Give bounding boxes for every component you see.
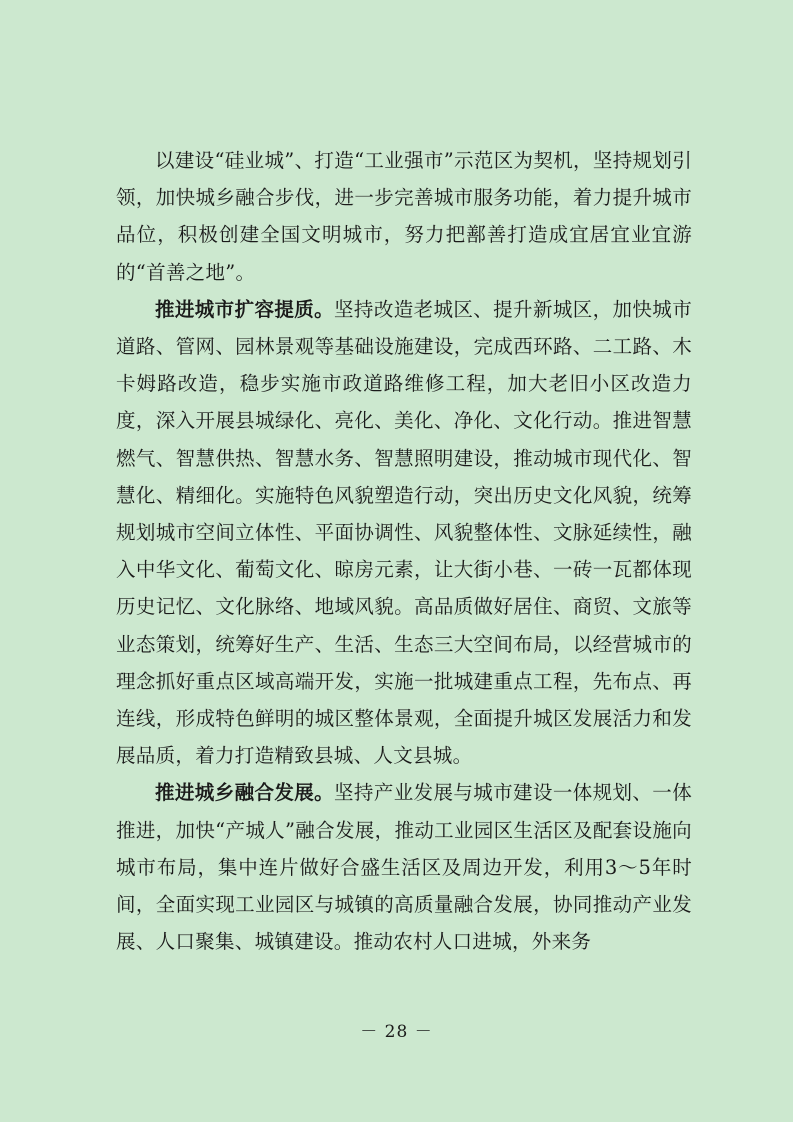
paragraph-lead: 推进城乡融合发展。 [155, 781, 335, 805]
paragraph-text: 坚持改造老城区、提升新城区，加快城市道路、管网、园林景观等基础设施建设，完成西环路、二工路、木卡姆路改造，稳步实施市政道路维修工程，加大老旧小区改造力度，深入开展县城绿化、亮化、美化、净化、文化行动。推进智慧燃气、智慧供热、智慧水务、智慧照明建设，推动城市现代化、智慧化、精细化。实施特色风貌塑造行动，突出历史文化风貌，统筹规划城市空间立体性、平面协调性、风貌整体性、文脉延续性，融入中华文化、葡萄文化、晾房元素，让大街小巷、一砖一瓦都体现历史记忆、文化脉络、地域风貌。高品质做好居住、商贸、文旅等业态策划，统筹好生产、生活、生态三大空间布局，以经营城市的理念抓好重点区域高端开发，实施一批城建重点工程，先布点、再连线，形成特色鲜明的城区整体景观，全面提升城区发展活力和发展品质，着力打造精致县城、人文县城。 [116, 297, 692, 768]
page-number: － 28 － [360, 1022, 433, 1042]
paragraph-text: 坚持产业发展与城市建设一体规划、一体推进，加快“产城人”融合发展，推动工业园区生活区及配套设施向城市布局，集中连片做好合盛生活区及周边开发，利用3～5年时间，全面实现工业园区与城镇的高质量融合发展，协同推动产业发展、人口聚集、城镇建设。推动农村人口进城，外来务 [116, 781, 692, 954]
paragraph-intro [116, 142, 692, 291]
paragraph-urban-expansion [116, 291, 692, 775]
paragraph-lead: 推进城市扩容提质。 [155, 297, 335, 321]
paragraph-urban-rural-integration [116, 774, 692, 960]
document-body [116, 142, 692, 960]
paragraph-text: 以建设“硅业城”、打造“工业强市”示范区为契机，坚持规划引领，加快城乡融合步伐，进一步完善城市服务功能，着力提升城市品位，积极创建全国文明城市，努力把鄯善打造成宜居宜业宜游的“首善之地”。 [116, 149, 692, 284]
